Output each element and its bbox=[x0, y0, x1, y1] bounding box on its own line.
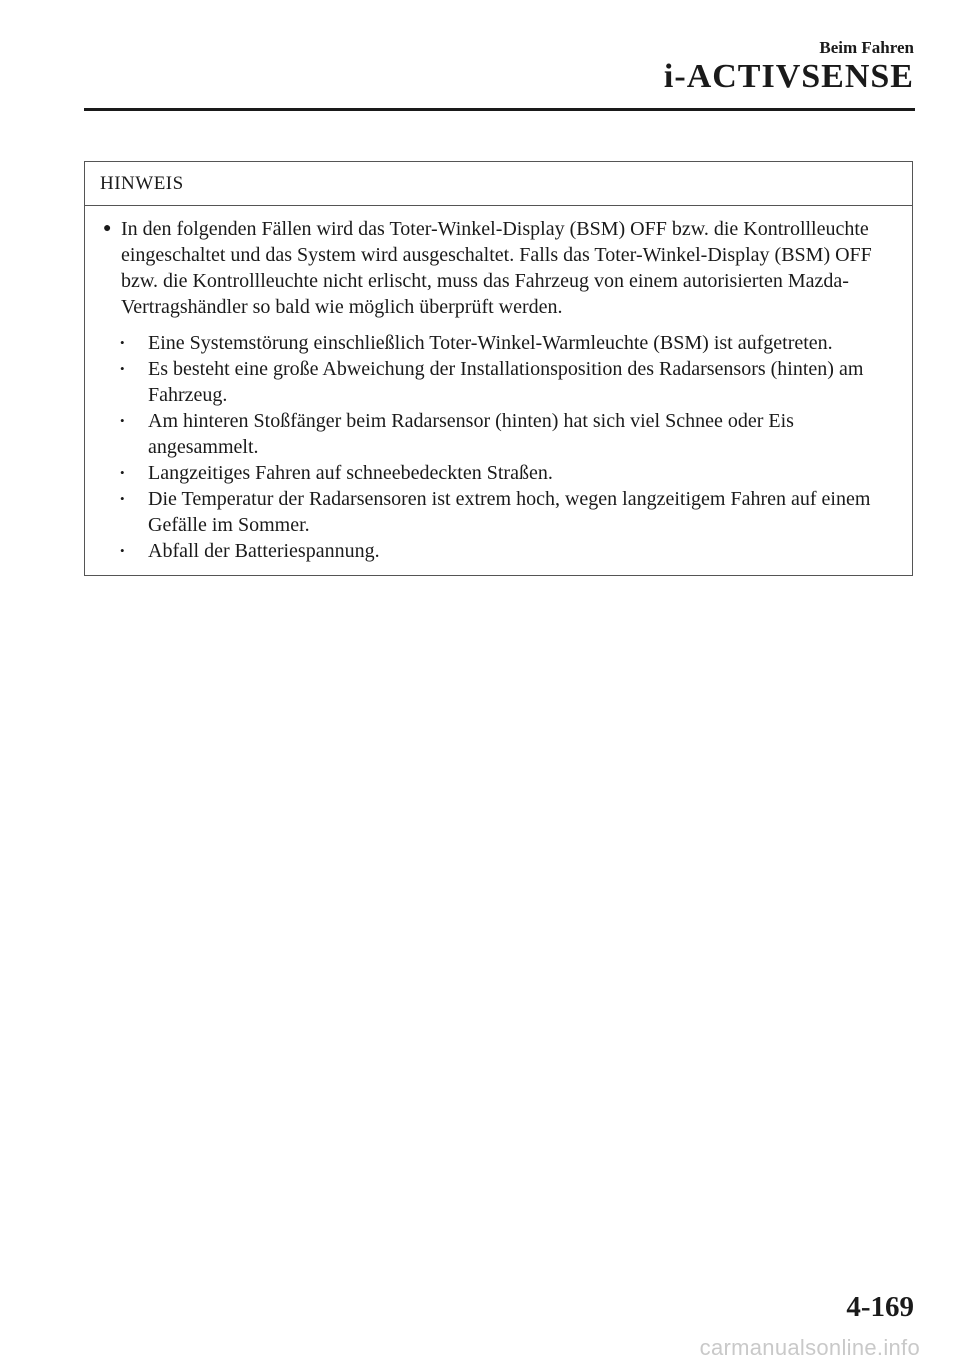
list-item bbox=[85, 330, 904, 356]
bullet-small-icon: • bbox=[120, 491, 125, 506]
list-item bbox=[85, 538, 904, 564]
bullet-small-icon: • bbox=[120, 543, 125, 558]
bullet-small-icon: • bbox=[120, 335, 125, 350]
note-heading: HINWEIS bbox=[85, 162, 912, 206]
list-item-text: Am hinteren Stoßfänger beim Radarsensor (hinten) hat sich viel Schnee oder Eis angesammelt. bbox=[148, 410, 794, 458]
note-main-text: In den folgenden Fällen wird das Toter-Winkel-Display (BSM) OFF bzw. die Kontrollleuchte eingeschaltet und das System wird ausgeschaltet. Falls das Toter-Winkel-Display (BSM) OFF bzw. die Kontrollleuchte nicht erlischt, muss das Fahrzeug von einem autorisierten Mazda-Vertragshändler so bald wie möglich überprüft werden. bbox=[121, 218, 872, 318]
list-item bbox=[85, 460, 904, 486]
list-item-text: Langzeitiges Fahren auf schneebedeckten Straßen. bbox=[148, 462, 553, 484]
list-item-text: Abfall der Batteriespannung. bbox=[148, 540, 380, 562]
page-number: 4-169 bbox=[846, 1291, 914, 1323]
list-item-text: Es besteht eine große Abweichung der Installationsposition des Radarsensors (hinten) am Fahrzeug. bbox=[148, 358, 864, 406]
watermark-text: carmanualsonline.info bbox=[699, 1335, 920, 1360]
page-header bbox=[664, 38, 914, 96]
bullet-small-icon: • bbox=[120, 361, 125, 376]
note-sub-list bbox=[85, 330, 904, 564]
list-item bbox=[85, 356, 904, 408]
bullet-small-icon: • bbox=[120, 413, 125, 428]
list-item bbox=[85, 408, 904, 460]
chapter-title: i-ACTIVSENSE bbox=[663, 58, 914, 95]
section-label: Beim Fahren bbox=[819, 38, 914, 57]
note-main-item bbox=[85, 216, 904, 320]
bullet-dot-icon: ● bbox=[103, 221, 112, 236]
header-divider bbox=[84, 108, 915, 111]
list-item-text: Eine Systemstörung einschließlich Toter-Winkel-Warmleuchte (BSM) ist aufgetreten. bbox=[148, 332, 833, 354]
note-box bbox=[84, 161, 913, 576]
note-body bbox=[85, 206, 912, 575]
list-item bbox=[85, 486, 904, 538]
list-item-text: Die Temperatur der Radarsensoren ist extrem hoch, wegen langzeitigem Fahren auf einem Gefälle im Sommer. bbox=[148, 488, 871, 536]
bullet-small-icon: • bbox=[120, 465, 125, 480]
